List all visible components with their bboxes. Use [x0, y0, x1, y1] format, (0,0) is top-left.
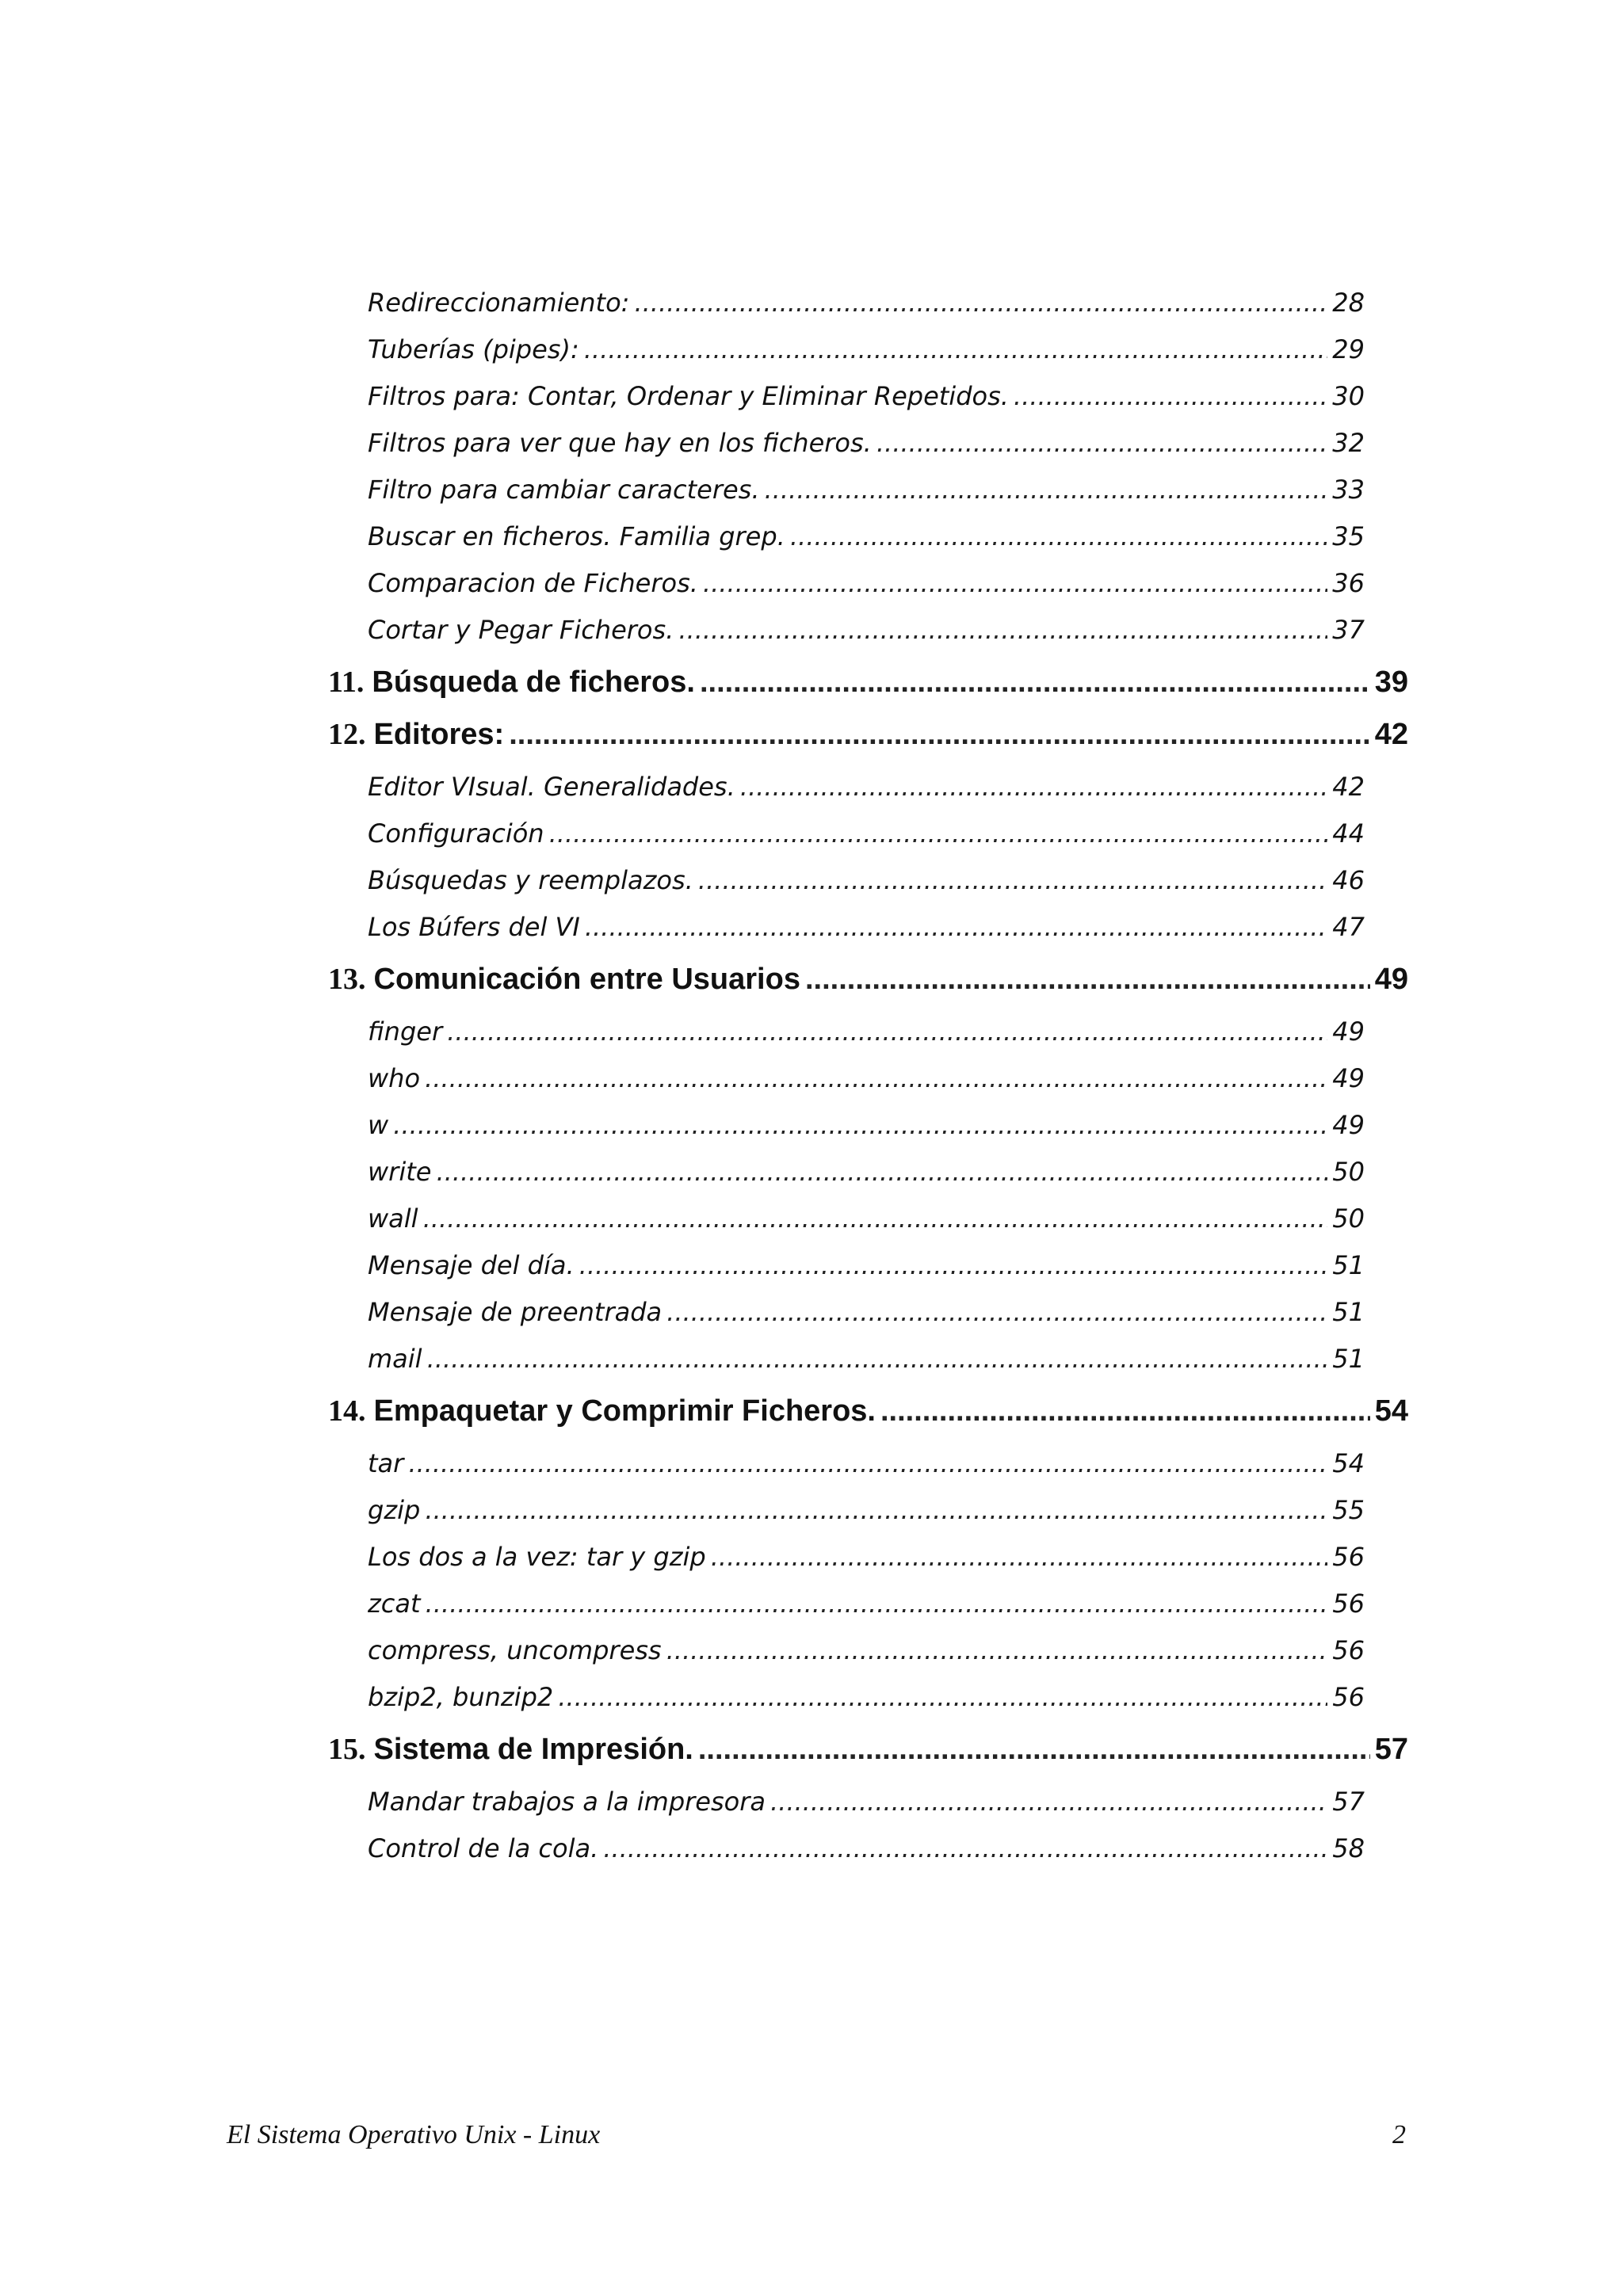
toc-entry-page: 56 — [1332, 1635, 1365, 1665]
page-footer — [227, 2115, 1406, 2155]
toc-dot-leader — [1014, 379, 1327, 414]
toc-section-entry[interactable] — [368, 1586, 1365, 1621]
footer-page-number: 2 — [1392, 2120, 1406, 2149]
toc-entry-page: 47 — [1332, 912, 1365, 942]
toc-entry-page: 33 — [1332, 475, 1365, 505]
toc-entry-label: Comparacion de Ficheros. — [368, 568, 698, 598]
toc-section-entry[interactable] — [368, 1014, 1365, 1049]
toc-entry-label: bzip2, bunzip2 — [368, 1682, 554, 1712]
toc-section-entry[interactable] — [368, 1539, 1365, 1574]
toc-dot-leader — [426, 1586, 1328, 1621]
toc-entry-label: Buscar en ficheros. Familia grep. — [368, 521, 785, 551]
toc-section-entry[interactable] — [368, 910, 1365, 944]
toc-entry-page: 42 — [1332, 772, 1365, 802]
toc-dot-leader — [711, 1539, 1328, 1574]
toc-section-entry[interactable] — [368, 332, 1365, 367]
toc-entry-label: Cortar y Pegar Ficheros. — [368, 615, 674, 645]
toc-entry-page: 50 — [1332, 1157, 1365, 1187]
toc-entry-page: 49 — [1374, 963, 1408, 996]
toc-entry-page: 36 — [1332, 568, 1365, 598]
toc-entry-label: w — [368, 1110, 389, 1140]
toc-dot-leader — [447, 1014, 1327, 1049]
toc-entry-page: 30 — [1332, 381, 1365, 411]
toc-entry-page: 51 — [1332, 1297, 1365, 1327]
toc-dot-leader — [700, 662, 1370, 702]
toc-entry-page: 49 — [1332, 1110, 1365, 1140]
toc-entry-page: 46 — [1332, 865, 1365, 895]
toc-entry-label: Búsquedas y reemplazos. — [368, 865, 693, 895]
toc-entry-page: 57 — [1374, 1733, 1408, 1766]
toc-dot-leader — [790, 519, 1327, 554]
toc-dot-leader — [393, 1108, 1327, 1142]
toc-entry-label: Búsqueda de ficheros. — [372, 666, 695, 699]
toc-chapter-number: 12. — [328, 718, 366, 751]
toc-section-entry[interactable] — [368, 285, 1365, 320]
toc-entry-label: Filtro para cambiar caracteres. — [368, 475, 760, 505]
toc-entry-page: 56 — [1332, 1682, 1365, 1712]
toc-section-entry[interactable] — [368, 425, 1365, 460]
toc-section-entry[interactable] — [368, 816, 1365, 851]
toc-entry-label: Tuberías (pipes): — [368, 334, 579, 364]
toc-section-entry[interactable] — [368, 1446, 1365, 1481]
toc-dot-leader — [579, 1248, 1328, 1283]
toc-dot-leader — [408, 1446, 1327, 1481]
toc-chapter-entry[interactable] — [328, 715, 1408, 754]
toc-dot-leader — [678, 612, 1327, 647]
toc-entry-label: Comunicación entre Usuarios — [373, 963, 800, 996]
toc-chapter-number: 15. — [328, 1733, 366, 1766]
toc-entry-label: Mensaje del día. — [368, 1250, 575, 1280]
toc-section-entry[interactable] — [368, 379, 1365, 414]
toc-section-entry[interactable] — [368, 1493, 1365, 1527]
toc-section-entry[interactable] — [368, 1248, 1365, 1283]
toc-entry-page: 42 — [1374, 718, 1408, 751]
toc-entry-page: 32 — [1332, 428, 1365, 458]
toc-section-entry[interactable] — [368, 566, 1365, 601]
toc-dot-leader — [666, 1295, 1327, 1329]
toc-entry-label: Filtros para: Contar, Ordenar y Eliminar Repetidos. — [368, 381, 1009, 411]
toc-entry-label: mail — [368, 1344, 422, 1374]
toc-dot-leader — [666, 1633, 1328, 1668]
toc-dot-leader — [509, 715, 1370, 754]
toc-section-entry[interactable] — [368, 1784, 1365, 1819]
toc-entry-page: 35 — [1332, 521, 1365, 551]
toc-entry-page: 39 — [1374, 666, 1408, 699]
toc-section-entry[interactable] — [368, 1633, 1365, 1668]
toc-entry-page: 54 — [1332, 1448, 1365, 1478]
toc-chapter-entry[interactable] — [328, 662, 1408, 702]
toc-section-entry[interactable] — [368, 472, 1365, 507]
toc-section-entry[interactable] — [368, 1831, 1365, 1866]
toc-dot-leader — [584, 332, 1328, 367]
toc-entry-page: 51 — [1332, 1250, 1365, 1280]
toc-entry-label: Editor VIsual. Generalidades. — [368, 772, 735, 802]
toc-entry-label: Sistema de Impresión. — [373, 1733, 693, 1766]
toc-dot-leader — [805, 959, 1370, 999]
toc-entry-label: wall — [368, 1203, 418, 1234]
toc-dot-leader — [427, 1341, 1328, 1376]
toc-entry-label: Configuración — [368, 818, 544, 849]
toc-dot-leader — [698, 1730, 1370, 1769]
toc-entry-page: 37 — [1332, 615, 1365, 645]
toc-section-entry[interactable] — [368, 863, 1365, 898]
toc-entry-page: 56 — [1332, 1542, 1365, 1572]
toc-dot-leader — [423, 1201, 1328, 1236]
toc-section-entry[interactable] — [368, 1061, 1365, 1096]
toc-dot-leader — [558, 1680, 1327, 1714]
toc-section-entry[interactable] — [368, 1341, 1365, 1376]
toc-entry-label: Filtros para ver que hay en los ficheros. — [368, 428, 872, 458]
toc-entry-page: 54 — [1374, 1394, 1408, 1428]
toc-section-entry[interactable] — [368, 1201, 1365, 1236]
toc-chapter-entry[interactable] — [328, 959, 1408, 999]
toc-dot-leader — [703, 566, 1327, 601]
toc-entry-label: finger — [368, 1016, 443, 1047]
toc-entry-page: 50 — [1332, 1203, 1365, 1234]
toc-dot-leader — [740, 769, 1328, 804]
toc-entry-page: 44 — [1332, 818, 1365, 849]
toc-dot-leader — [876, 425, 1327, 460]
toc-section-entry[interactable] — [368, 519, 1365, 554]
toc-entry-label: Empaquetar y Comprimir Ficheros. — [373, 1394, 876, 1428]
toc-entry-label: who — [368, 1063, 421, 1093]
toc-entry-page: 51 — [1332, 1344, 1365, 1374]
toc-entry-label: gzip — [368, 1495, 421, 1525]
toc-chapter-entry[interactable] — [328, 1391, 1408, 1431]
toc-section-entry[interactable] — [368, 1295, 1365, 1329]
toc-section-entry[interactable] — [368, 1154, 1365, 1189]
toc-entry-label: tar — [368, 1448, 404, 1478]
toc-section-entry[interactable] — [368, 769, 1365, 804]
toc-chapter-number: 11. — [328, 666, 365, 699]
toc-section-entry[interactable] — [368, 1108, 1365, 1142]
toc-dot-leader — [765, 472, 1328, 507]
toc-section-entry[interactable] — [368, 1680, 1365, 1714]
toc-entry-page: 57 — [1332, 1787, 1365, 1817]
toc-entry-label: write — [368, 1157, 432, 1187]
toc-chapter-entry[interactable] — [328, 1730, 1408, 1769]
toc-entry-page: 56 — [1332, 1589, 1365, 1619]
toc-entry-page: 55 — [1332, 1495, 1365, 1525]
toc-dot-leader — [585, 910, 1327, 944]
toc-entry-label: zcat — [368, 1589, 421, 1619]
toc-entry-page: 28 — [1332, 288, 1365, 318]
toc-entry-label: Los dos a la vez: tar y gzip — [368, 1542, 706, 1572]
toc-entry-label: Redireccionamiento: — [368, 288, 630, 318]
toc-entry-page: 49 — [1332, 1016, 1365, 1047]
toc-entry-label: compress, uncompress — [368, 1635, 662, 1665]
toc-dot-leader — [603, 1831, 1327, 1866]
toc-chapter-number: 14. — [328, 1394, 366, 1428]
toc-entry-page: 58 — [1332, 1833, 1365, 1863]
toc-entry-label: Mensaje de preentrada — [368, 1297, 663, 1327]
toc-dot-leader — [698, 863, 1327, 898]
toc-entry-page: 29 — [1332, 334, 1365, 364]
toc-dot-leader — [880, 1391, 1370, 1431]
toc-entry-label: Editores: — [373, 718, 505, 751]
toc-chapter-number: 13. — [328, 963, 366, 996]
toc-dot-leader — [549, 816, 1328, 851]
toc-section-entry[interactable] — [368, 612, 1365, 647]
toc-dot-leader — [425, 1061, 1327, 1096]
toc-dot-leader — [425, 1493, 1327, 1527]
toc-dot-leader — [634, 285, 1327, 320]
toc-entry-label: Mandar trabajos a la impresora — [368, 1787, 766, 1817]
toc-dot-leader — [436, 1154, 1327, 1189]
footer-title: El Sistema Operativo Unix - Linux — [227, 2120, 601, 2149]
toc-entry-page: 49 — [1332, 1063, 1365, 1093]
toc-entry-label: Control de la cola. — [368, 1833, 599, 1863]
toc-dot-leader — [770, 1784, 1327, 1819]
toc-entry-label: Los Búfers del VI — [368, 912, 580, 942]
